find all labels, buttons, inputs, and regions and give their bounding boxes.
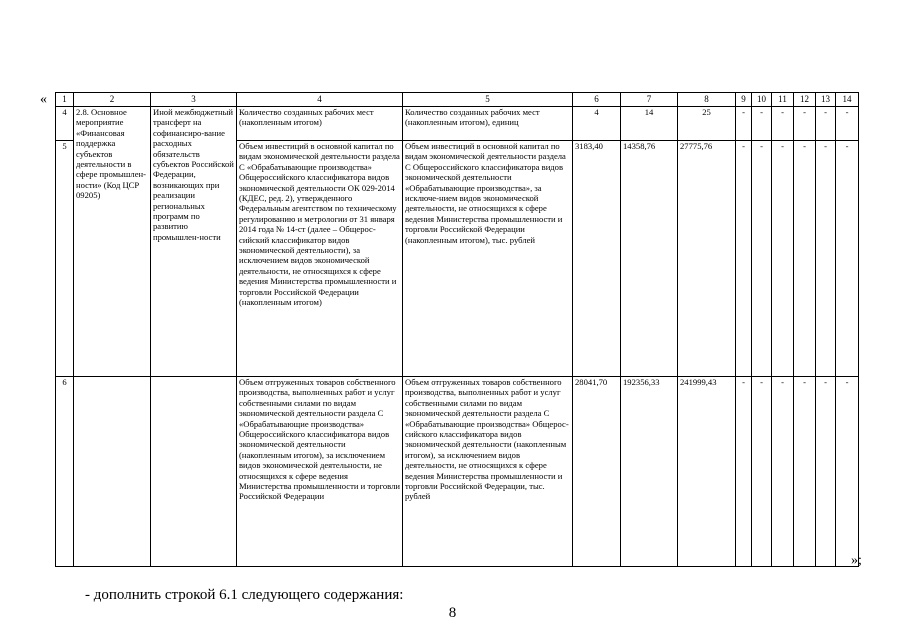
page-number: 8 [448, 605, 457, 621]
value-col9: - [736, 141, 752, 377]
column-number: 5 [403, 93, 573, 107]
indicator-unit: Объем инвестиций в основной капитал по видам экономической деятельности раздела С Общероссийского классификатора видов экономической деятельности «Обрабатывающие производства», за исключе-нием видов экономической деятельности, не относящихся к сфере ведения Министерства промышленности и торговли Российской Федерации (накопленным итогом), тыс. рублей [403, 141, 573, 377]
indicator-name: Количество созданных рабочих мест (накопленным итогом) [237, 107, 403, 141]
value-col7: 192356,33 [621, 377, 678, 567]
opening-quote: « [40, 92, 47, 107]
column-number: 8 [678, 93, 736, 107]
value-col14: - [836, 377, 859, 567]
value-col11: - [772, 141, 794, 377]
column-number: 2 [74, 93, 151, 107]
value-col9: - [736, 107, 752, 141]
value-col9: - [736, 377, 752, 567]
value-col12: - [794, 141, 816, 377]
value-col10: - [752, 377, 772, 567]
activity-name-empty [74, 377, 151, 567]
value-col14: - [836, 141, 859, 377]
row-number: 5 [56, 141, 74, 377]
column-number: 3 [151, 93, 237, 107]
value-col12: - [794, 377, 816, 567]
value-col13: - [816, 377, 836, 567]
column-number: 13 [816, 93, 836, 107]
value-col6: 3183,40 [573, 141, 621, 377]
value-col11: - [772, 377, 794, 567]
column-number: 7 [621, 93, 678, 107]
value-col12: - [794, 107, 816, 141]
transfer-type: Иной межбюджетный трансферт на софинансиро-вание расходных обязательств субъектов Российской Федерации, возникающих при реализации региональных программ по развитию промышлен-ности [151, 107, 237, 377]
closing-quote: »; [851, 553, 862, 568]
column-number: 9 [736, 93, 752, 107]
value-col6: 4 [573, 107, 621, 141]
value-col7: 14358,76 [621, 141, 678, 377]
value-col8: 25 [678, 107, 736, 141]
value-col8: 27775,76 [678, 141, 736, 377]
indicator-unit: Количество созданных рабочих мест (накопленным итогом), единиц [403, 107, 573, 141]
value-col13: - [816, 107, 836, 141]
table-row [56, 377, 859, 567]
column-number: 14 [836, 93, 859, 107]
amendment-note: - дополнить строкой 6.1 следующего содержания: [85, 587, 404, 603]
value-col11: - [772, 107, 794, 141]
column-number-row [56, 93, 859, 107]
indicator-name: Объем отгруженных товаров собственного производства, выполненных работ и услуг собственными силами по видам экономической деятельности раздела С «Обрабатывающие производства» Общероссийского классификатора видов экономической деятельности (накопленным итогом), за исключением видов экономической деятельности, не относящихся к сфере ведения Министерства промышленности и торговли Российской Федерации [237, 377, 403, 567]
column-number: 10 [752, 93, 772, 107]
value-col6: 28041,70 [573, 377, 621, 567]
value-col10: - [752, 141, 772, 377]
column-number: 4 [237, 93, 403, 107]
value-col7: 14 [621, 107, 678, 141]
indicator-table [55, 92, 859, 567]
table-row [56, 107, 859, 141]
indicator-name: Объем инвестиций в основной капитал по видам экономической деятельности раздела С «Обрабатывающие производства» Общероссийского классификатора видов экономической деятельности ОК 029-2014 (КДЕС, ред. 2), утвержденного Федеральным агентством по техническому регулированию и метрологии от 31 января 2014 года № 14-ст (далее – Общерос-сийский классификатор видов экономической деятельности), за исключением видов экономической деятельности, не относящихся к сфере ведения Министерства промышленности и торговли Российской Федерации (накопленным итогом) [237, 141, 403, 377]
value-col10: - [752, 107, 772, 141]
row-number: 4 [56, 107, 74, 141]
transfer-type-empty [151, 377, 237, 567]
column-number: 6 [573, 93, 621, 107]
column-number: 11 [772, 93, 794, 107]
column-number: 12 [794, 93, 816, 107]
activity-name: 2.8. Основное мероприятие «Финансовая поддержка субъектов деятельности в сфере промышлен-ности» (Код ЦСР 09205) [74, 107, 151, 377]
value-col8: 241999,43 [678, 377, 736, 567]
value-col13: - [816, 141, 836, 377]
indicator-unit: Объем отгруженных товаров собственного производства, выполненных работ и услуг собственными силами по видам экономической деятельности раздела С «Обрабатывающие производства» Общерос-сийского классификатора видов экономической деятельности (накопленным итогом), за исключением видов деятельности, не относящихся к сфере ведения Министерства промышленности и торговли Российской Федерации, тыс. рублей [403, 377, 573, 567]
value-col14: - [836, 107, 859, 141]
row-number: 6 [56, 377, 74, 567]
column-number: 1 [56, 93, 74, 107]
